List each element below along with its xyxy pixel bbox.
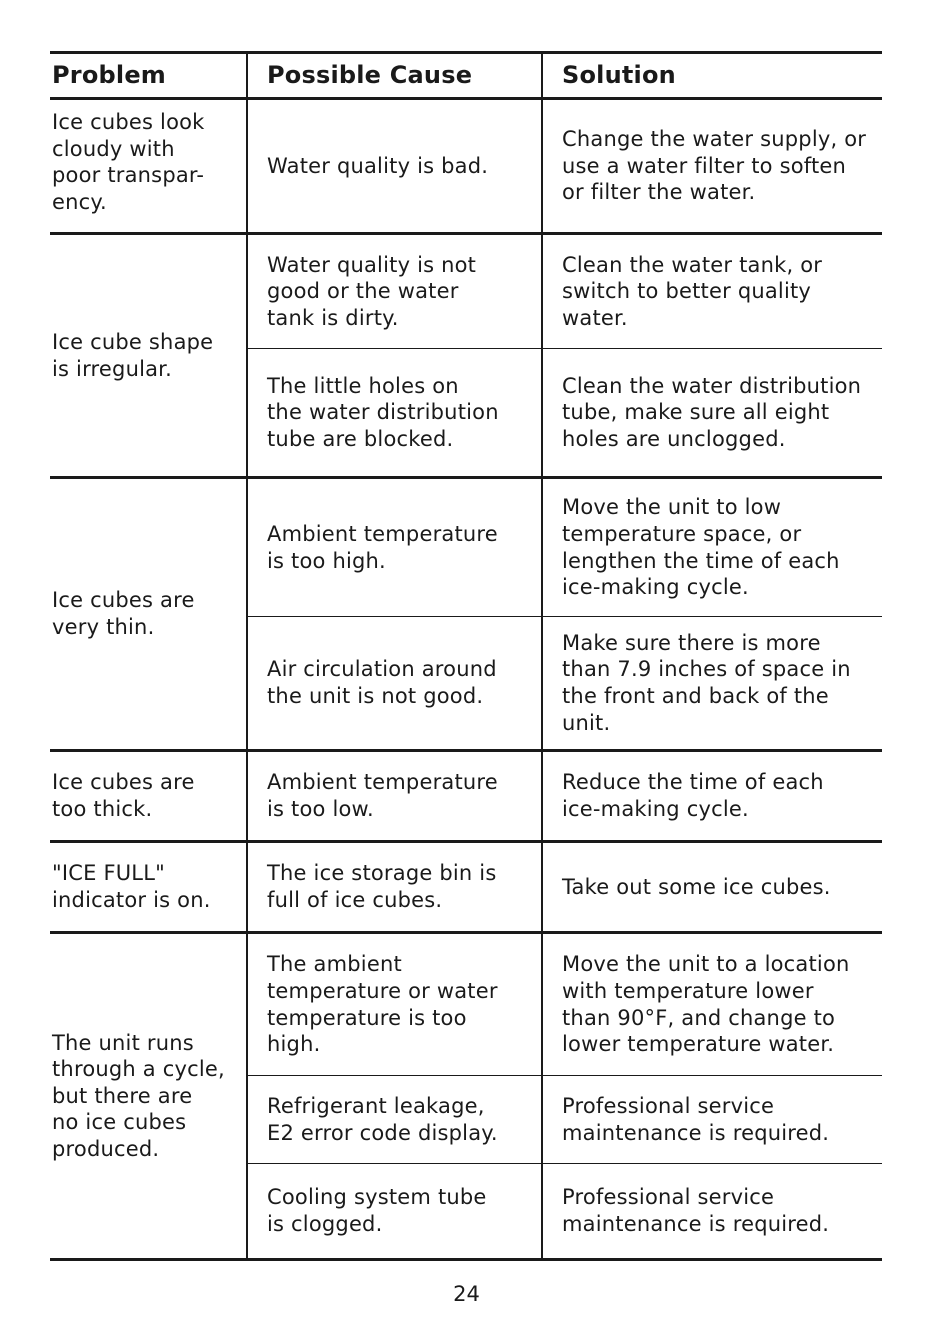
solution-cell: Change the water supply, or use a water filter to soften or filter the water. bbox=[542, 99, 882, 234]
problem-cell: Ice cube shape is irregular. bbox=[50, 234, 247, 478]
table-row bbox=[50, 842, 882, 933]
solution-cell: Clean the water distribution tube, make sure all eight holes are unclogged. bbox=[542, 349, 882, 478]
problem-cell: Ice cubes are too thick. bbox=[50, 751, 247, 842]
header-problem: Problem bbox=[50, 53, 247, 99]
problem-cell: Ice cubes are very thin. bbox=[50, 478, 247, 751]
cause-cell: The ice storage bin is full of ice cubes. bbox=[247, 842, 542, 933]
table-row bbox=[50, 234, 882, 349]
table-header-row bbox=[50, 53, 882, 99]
problem-cell: The unit runs through a cycle, but there are no ice cubes produced. bbox=[50, 933, 247, 1260]
problem-cell: Ice cubes look cloudy with poor transpar- ency. bbox=[50, 99, 247, 234]
troubleshooting-table bbox=[50, 51, 882, 1261]
cause-cell: Cooling system tube is clogged. bbox=[247, 1164, 542, 1260]
cause-cell: Water quality is bad. bbox=[247, 99, 542, 234]
cause-cell: Refrigerant leakage, E2 error code display. bbox=[247, 1076, 542, 1164]
header-solution: Solution bbox=[542, 53, 882, 99]
solution-cell: Professional service maintenance is required. bbox=[542, 1076, 882, 1164]
cause-cell: Water quality is not good or the water tank is dirty. bbox=[247, 234, 542, 349]
solution-cell: Make sure there is more than 7.9 inches of space in the front and back of the unit. bbox=[542, 617, 882, 751]
page-number: 24 bbox=[453, 1282, 480, 1306]
header-possible-cause: Possible Cause bbox=[247, 53, 542, 99]
solution-cell: Move the unit to a location with temperature lower than 90°F, and change to lower temperature water. bbox=[542, 933, 882, 1076]
solution-cell: Reduce the time of each ice-making cycle. bbox=[542, 751, 882, 842]
cause-cell: Ambient temperature is too low. bbox=[247, 751, 542, 842]
solution-cell: Professional service maintenance is required. bbox=[542, 1164, 882, 1260]
table-row bbox=[50, 751, 882, 842]
cause-cell: Ambient temperature is too high. bbox=[247, 478, 542, 617]
table-row bbox=[50, 478, 882, 617]
table-row bbox=[50, 99, 882, 234]
cause-cell: The ambient temperature or water temperature is too high. bbox=[247, 933, 542, 1076]
problem-cell: "ICE FULL" indicator is on. bbox=[50, 842, 247, 933]
table-row bbox=[50, 933, 882, 1076]
cause-cell: The little holes on the water distribution tube are blocked. bbox=[247, 349, 542, 478]
solution-cell: Clean the water tank, or switch to better quality water. bbox=[542, 234, 882, 349]
solution-cell: Take out some ice cubes. bbox=[542, 842, 882, 933]
cause-cell: Air circulation around the unit is not good. bbox=[247, 617, 542, 751]
solution-cell: Move the unit to low temperature space, or lengthen the time of each ice-making cycle. bbox=[542, 478, 882, 617]
